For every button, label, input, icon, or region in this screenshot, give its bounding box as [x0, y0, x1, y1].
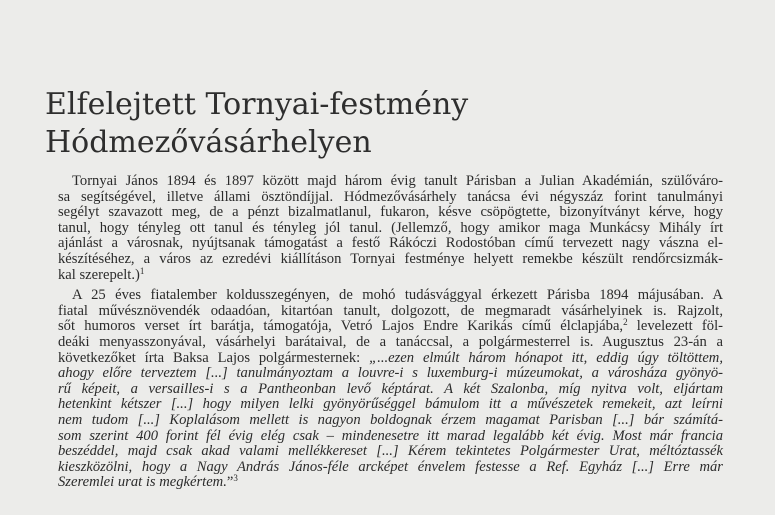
- quotation-line: hetenkint kétszer [...] hogy milyen lelki gyönyörűséggel bámulom itt a művészetek remekeit, azt leírni: [58, 396, 723, 413]
- paragraph-line: fiatal művésznövendék odaadóan, kitartóan tanult, dolgozott, de megmaradt vásárhelyinek is. Rajzolt,: [58, 302, 723, 319]
- paragraph-1: [58, 174, 723, 283]
- paragraph-text: levelezett föl-: [627, 318, 723, 335]
- article-title-line-2: Hódmezővásárhelyen: [45, 125, 372, 160]
- paragraph-line: készítéséhez, a város az ezredévi kiállításon Tornyai festménye helyett remekbe készült rendőrcsizmák-: [58, 250, 723, 267]
- paragraph-line: A 25 éves fiatalember koldusszegényen, de mohó tudásvággyal érkezett Párisba 1894 májusában. A: [72, 287, 723, 304]
- paragraph-line: [58, 351, 723, 367]
- paragraph-line: segélyt szavazott meg, de a pénzt bizalmatlanul, fukaron, késve csöpögtette, bizonyítványt kérve, hogy: [58, 204, 723, 221]
- paragraph-line: ajánlást a városnak, nyújtsanak támogatást a festő Rákóczi Rodostóban című tervezett nagy vászna el-: [58, 235, 723, 252]
- paragraph-line: sa segítségével, illetve állami ösztöndíjjal. Hódmezővásárhely tanácsa évi négyszáz forint tanulmányi: [58, 188, 723, 205]
- paragraph-line: deáki menyasszonyával, vásárhelyi barátaival, de a tanáccsal, a polgármesterrel is. Augusztus 23-án a: [58, 333, 723, 350]
- paragraph-text: következőket írta Baksa Lajos polgármesternek:: [58, 349, 370, 366]
- article-title-line-1: Elfelejtett Tornyai-festmény: [45, 87, 469, 122]
- paragraph-text: kal szerepelt.): [58, 266, 140, 283]
- quotation-line: beszéddel, majd csak akad valami mellékkereset [...] Kérem tekintetes Polgármester Urat, méltóztassék: [58, 443, 723, 460]
- paragraph-line: [58, 265, 723, 284]
- quotation-line: ahogy előre terveztem [...] tanulmányoztam a louvre-i s luxemburg-i múzeumokat, a városháza gyönyö-: [58, 365, 723, 382]
- quotation-line: [58, 475, 723, 491]
- footnote-marker-3: 3: [233, 473, 238, 484]
- footnote-marker-1: 1: [139, 265, 145, 276]
- quotation-line: kieszközölni, hogy a Nagy András János-féle arcképet énvelem festesse a Ref. Egyház [...] Erre már: [58, 458, 723, 475]
- quotation-line: som szerint 400 forint fél évig elég csak – mindenesetre itt marad legalább két évig. Most már francia: [58, 427, 723, 444]
- paragraph-line: tanul, hogy tényleg ott tanul és tényleg jól tanul. (Jellemző, hogy amikor maga Munkácsy Mihály írt: [58, 219, 723, 236]
- quotation-line: nem tudom [...] Koplalásom mellett is nagyon boldognak érzem magamat Parisban [...] bár számítá-: [58, 411, 723, 428]
- paragraph-2: [58, 288, 723, 491]
- quotation-line: rű képeit, a versailles-i s a Pantheonban levő képtárat. A két Szalonba, míg nyitva volt, eljártam: [58, 380, 723, 397]
- quotation-text: „...ezen elmúlt három hónapot itt, eddig úgy töltöttem,: [369, 349, 723, 366]
- article-body: [58, 174, 723, 491]
- paragraph-line: Tornyai János 1894 és 1897 között majd három évig tanult Párisban a Julian Akadémián, szülőváro-: [72, 173, 723, 189]
- quotation-text: Szeremlei urat is megkértem.: [58, 474, 227, 491]
- closing-quote: ”: [226, 474, 234, 491]
- paragraph-line: [58, 319, 723, 335]
- paragraph-text: sőt humoros verset írt barátja, támogatója, Vetró Lajos Endre Karikás című élclapjába,: [58, 318, 624, 335]
- article-title: [45, 86, 745, 162]
- footnote-marker-2: 2: [623, 317, 628, 328]
